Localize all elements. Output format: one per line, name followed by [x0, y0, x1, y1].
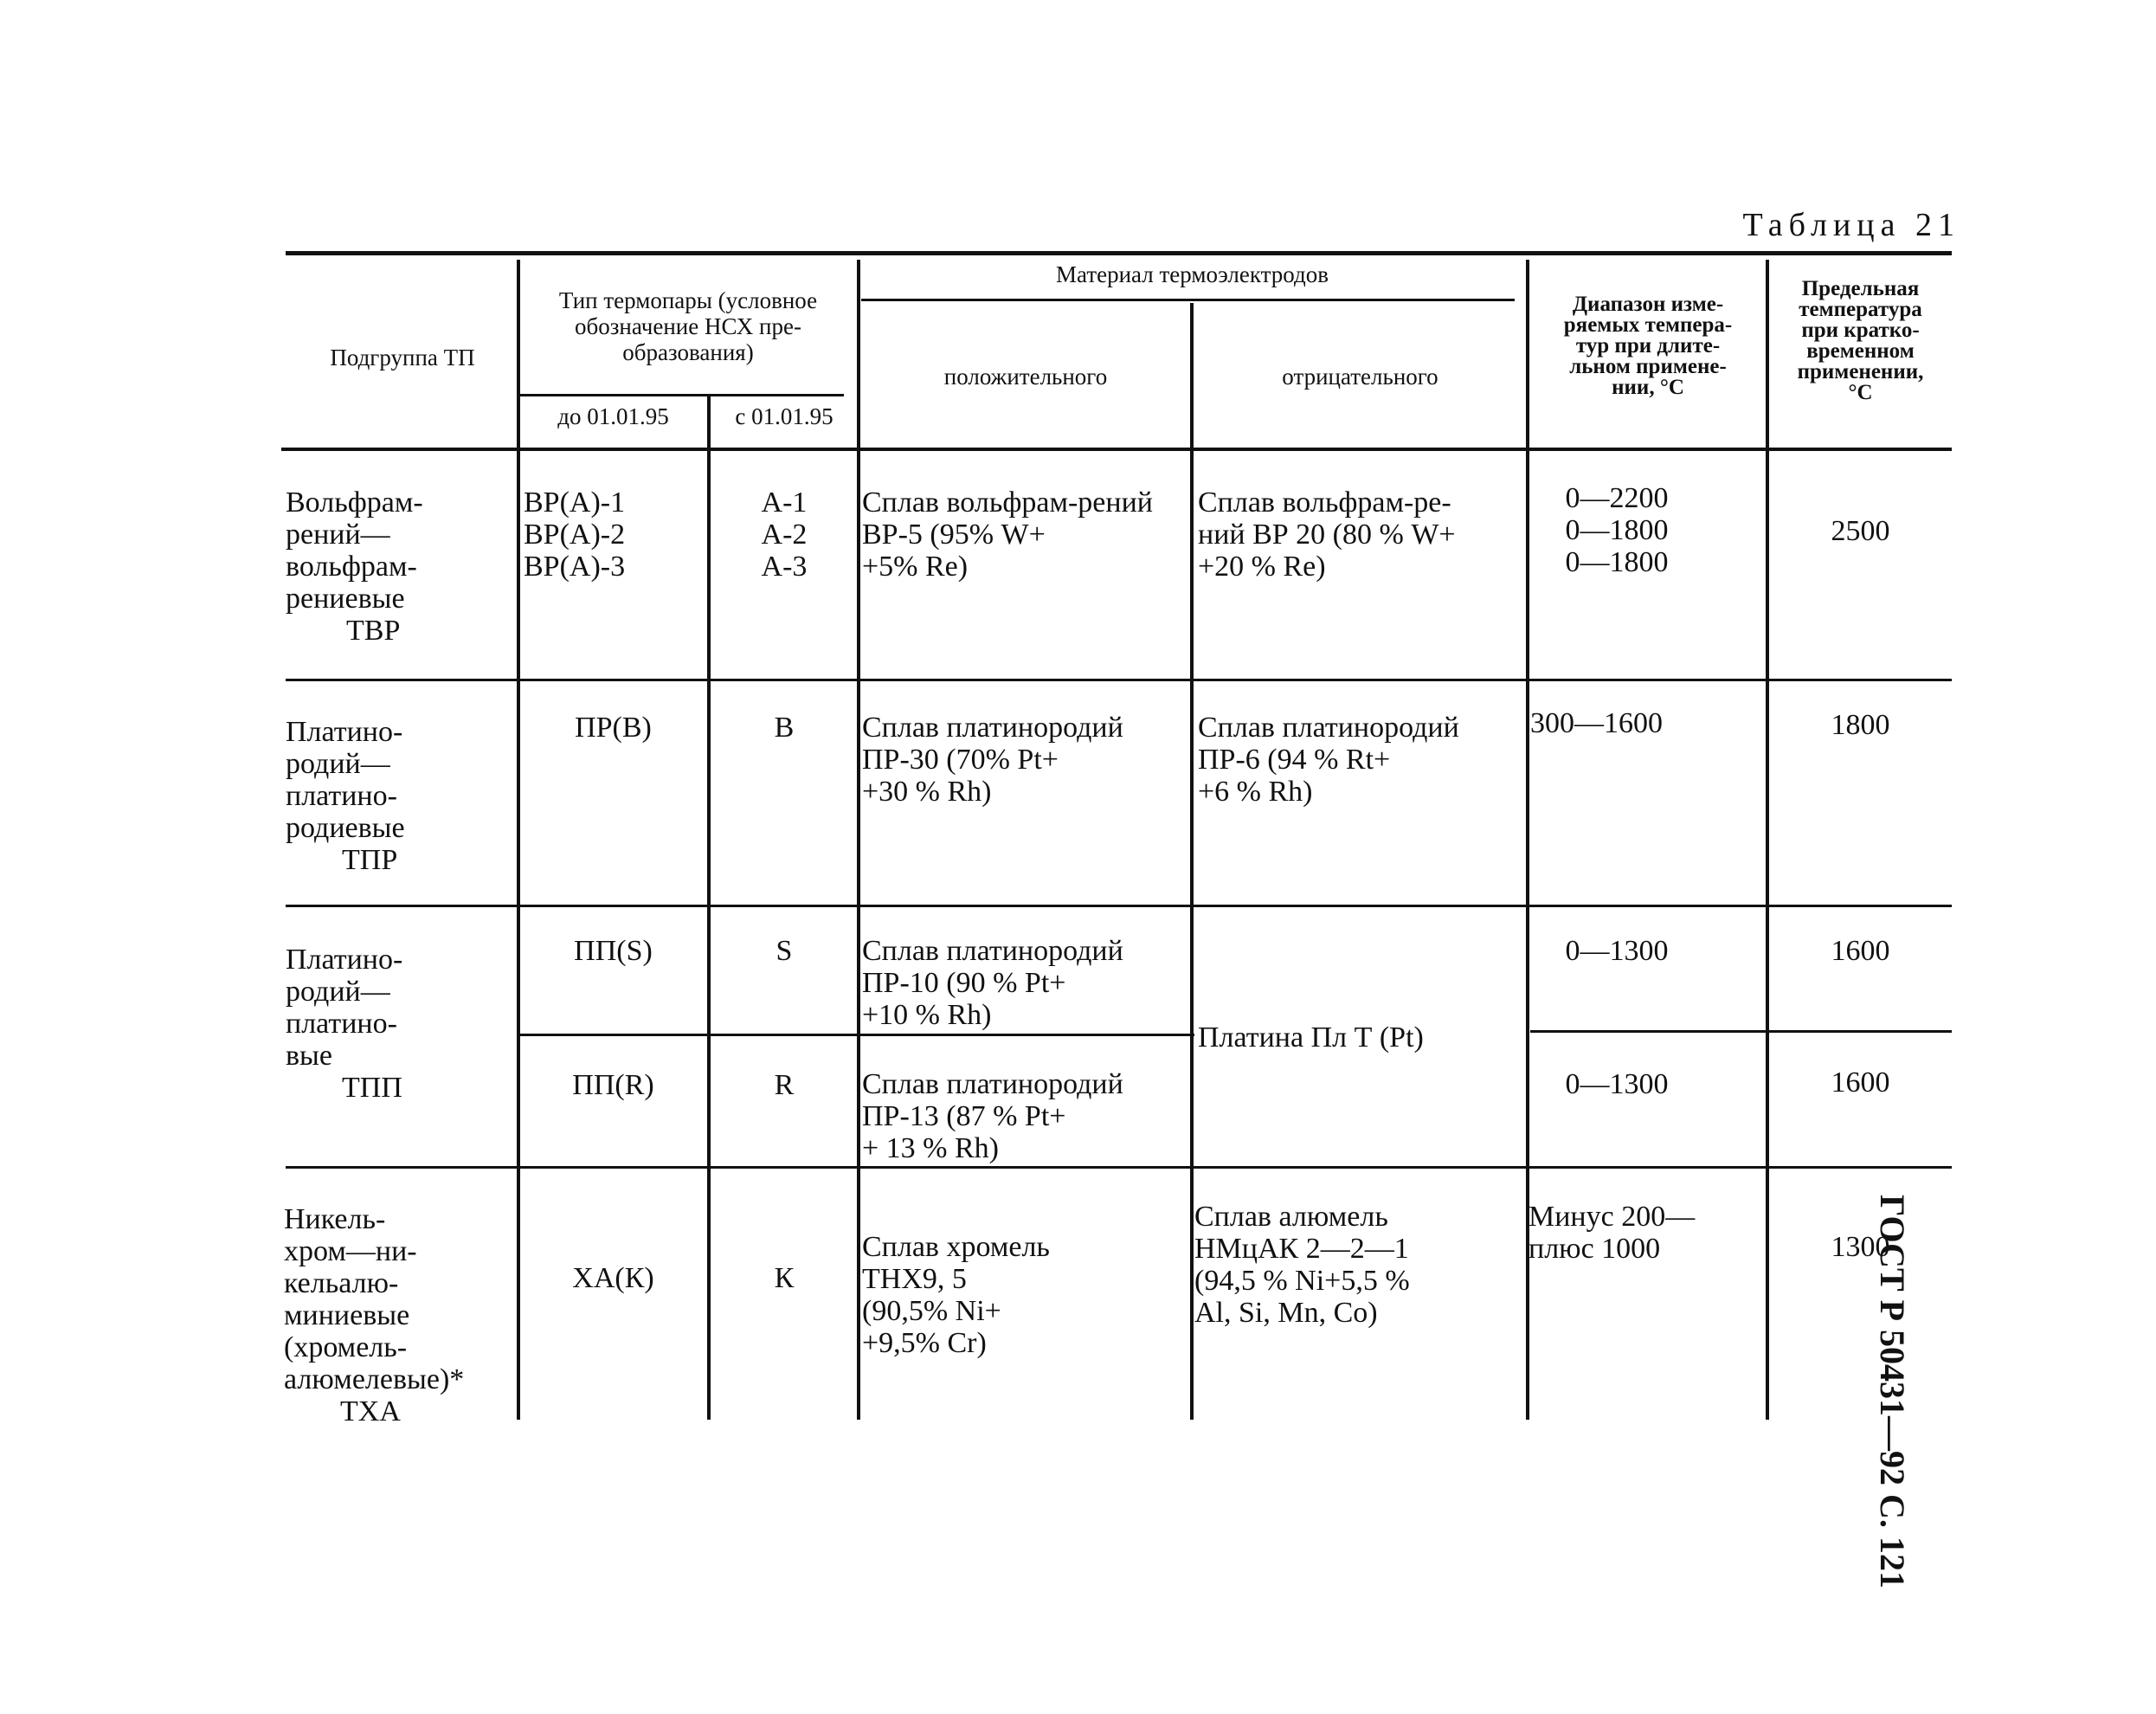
table-top-rule — [286, 251, 1952, 255]
row1-limit: 2500 — [1831, 515, 1890, 547]
row5-type-before: ХА(К) — [572, 1262, 654, 1294]
col-divider-3 — [857, 260, 860, 1420]
row4-type-after: R — [774, 1069, 795, 1101]
row3-negative: Платина Пл Т (Pt) — [1198, 1021, 1424, 1054]
row1-range: 0—2200 0—1800 0—1800 — [1565, 482, 1669, 578]
type-header-rule — [519, 394, 844, 396]
row1-type-before: ВР(А)-1 ВР(А)-2 ВР(А)-3 — [524, 486, 626, 583]
header-positive: положительного — [943, 364, 1108, 390]
row4-positive: Сплав платинородий ПР-13 (87 % Pt+ + 13 % Rh) — [862, 1068, 1123, 1164]
row2-bottom-rule — [286, 905, 1952, 907]
row5-range: Минус 200— плюс 1000 — [1529, 1201, 1696, 1265]
row1-positive: Сплав вольфрам-рений ВР-5 (95% W+ +5% Re) — [862, 486, 1153, 583]
row2-subgroup: Платино- родий— платино- родиевые ТПР — [286, 716, 405, 876]
row2-type-before: ПР(В) — [575, 712, 652, 744]
header-material: Материал термоэлектродов — [1056, 261, 1329, 287]
header-bottom-rule — [281, 448, 1952, 451]
row5-subgroup: Никель- хром—ни- кельалю- миниевые (хромель- алюмелевые)* ТХА — [284, 1203, 465, 1427]
row2-negative: Сплав платинородий ПР-6 (94 % Rt+ +6 % Rh) — [1198, 712, 1459, 808]
row3-positive: Сплав платинородий ПР-10 (90 % Pt+ +10 % Rh) — [862, 935, 1123, 1031]
material-header-rule — [861, 299, 1515, 301]
header-type: Тип термопары (условное обозначение НСХ пре- образования) — [558, 287, 818, 365]
row3-limit: 1600 — [1831, 935, 1890, 967]
row2-range: 300—1600 — [1530, 707, 1663, 739]
row4-bottom-rule — [286, 1166, 1952, 1169]
row5-limit: 1300 — [1831, 1231, 1890, 1263]
row3-subgroup: Платино- родий— платино- вые ТПП — [286, 944, 403, 1104]
header-after-date: с 01.01.95 — [735, 403, 833, 429]
header-subgroup: Подгруппа ТП — [330, 345, 475, 371]
row5-positive: Сплав хромель ТНХ9, 5 (90,5% Ni+ +9,5% Cr) — [862, 1231, 1050, 1359]
header-before-date: до 01.01.95 — [557, 403, 669, 429]
row2-type-after: В — [774, 712, 795, 744]
row2-positive: Сплав платинородий ПР-30 (70% Pt+ +30 % Rh) — [862, 712, 1123, 808]
header-range: Диапазон изме- ряемых темпера- тур при длите- льном примене- нии, °С — [1563, 293, 1733, 399]
row3-type-before: ПП(S) — [574, 935, 653, 967]
document-side-label: ГОСТ Р 50431—92 С. 121 — [1873, 1195, 1912, 1588]
row3-type-after: S — [776, 935, 793, 967]
row5-negative: Сплав алюмель НМцАК 2—2—1 (94,5 % Ni+5,5 % Al, Si, Mn, Co) — [1194, 1201, 1410, 1329]
row4-limit: 1600 — [1831, 1066, 1890, 1099]
row1-subgroup: Вольфрам- рений— вольфрам- рениевые ТВР — [286, 486, 423, 647]
row5-type-after: К — [774, 1262, 795, 1294]
row3-range: 0—1300 — [1565, 935, 1669, 967]
row4-type-before: ПП(R) — [572, 1069, 654, 1101]
row1-type-after: А-1 А-2 А-3 — [761, 486, 808, 583]
row3-split-rule-right — [1530, 1030, 1952, 1033]
header-limit: Предельная температура при кратко- временном применении, °С — [1797, 277, 1924, 404]
row1-bottom-rule — [286, 679, 1952, 681]
header-negative: отрицательного — [1282, 364, 1438, 390]
row1-negative: Сплав вольфрам-ре- ний ВР 20 (80 % W+ +20 % Re) — [1198, 486, 1456, 583]
row4-range: 0—1300 — [1565, 1068, 1669, 1100]
row2-limit: 1800 — [1831, 709, 1890, 741]
table-title: Таблица 21 — [1742, 207, 1960, 243]
